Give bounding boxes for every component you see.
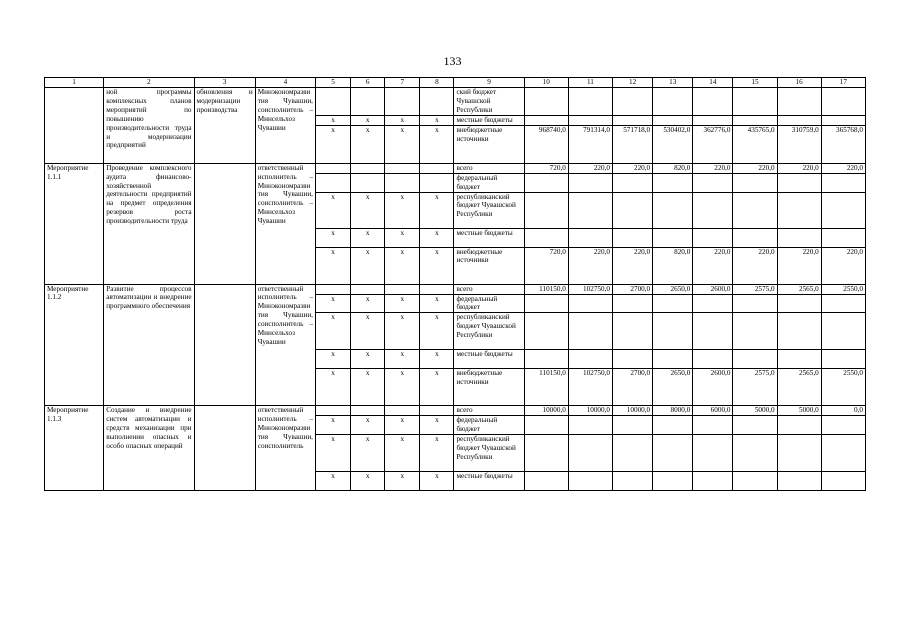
amount-cell: 310759,0 [777, 125, 821, 163]
column-header: 6 [351, 78, 385, 88]
amount-cell: 720,0 [524, 247, 568, 284]
code-cell: x [385, 313, 420, 350]
amount-cell: 2650,0 [653, 369, 693, 406]
code-cell: x [385, 247, 420, 284]
code-cell: x [420, 125, 454, 163]
amount-cell: 220,0 [693, 247, 733, 284]
amount-cell [821, 435, 865, 472]
amount-cell [733, 192, 777, 228]
amount-cell [653, 228, 693, 247]
code-cell: x [351, 350, 385, 369]
amount-cell: 2650,0 [653, 284, 693, 294]
funding-source-cell: внебюджетные источники [454, 247, 524, 284]
amount-cell [613, 350, 653, 369]
amount-cell [613, 313, 653, 350]
amount-cell: 2550,0 [821, 369, 865, 406]
code-cell: x [420, 115, 454, 125]
code-cell [420, 88, 454, 116]
amount-cell: 5000,0 [733, 406, 777, 416]
amount-cell: 791314,0 [568, 125, 612, 163]
code-cell: x [315, 228, 350, 247]
amount-cell: 2700,0 [613, 284, 653, 294]
amount-cell [821, 228, 865, 247]
column-header: 13 [653, 78, 693, 88]
funding-source-cell: республиканский бюджет Чувашской Республики [454, 192, 524, 228]
code-cell: x [420, 435, 454, 472]
amount-cell [568, 313, 612, 350]
amount-cell: 2700,0 [613, 369, 653, 406]
activity-name-cell: Проведение комплексного аудита финансово-хозяйственной деятельности предприятий на предмет определения резервов роста производительности труда [104, 163, 194, 284]
code-cell: x [351, 416, 385, 435]
activity-number-cell: Мероприятие 1.1.2 [45, 284, 104, 406]
funding-source-cell: внебюджетные источники [454, 125, 524, 163]
code-cell [420, 284, 454, 294]
column-header: 9 [454, 78, 524, 88]
code-cell: x [385, 369, 420, 406]
amount-cell: 220,0 [733, 247, 777, 284]
amount-cell [653, 294, 693, 313]
code-cell [420, 406, 454, 416]
amount-cell [777, 173, 821, 192]
amount-cell [653, 435, 693, 472]
amount-cell [568, 173, 612, 192]
amount-cell [733, 228, 777, 247]
amount-cell [693, 173, 733, 192]
amount-cell [821, 472, 865, 491]
column-header: 16 [777, 78, 821, 88]
code-cell [420, 163, 454, 173]
funding-source-cell: всего [454, 284, 524, 294]
amount-cell [524, 173, 568, 192]
table-row [45, 88, 866, 116]
amount-cell [733, 435, 777, 472]
amount-cell: 220,0 [568, 163, 612, 173]
amount-cell [568, 350, 612, 369]
code-cell [351, 284, 385, 294]
table-row [45, 284, 866, 294]
amount-cell [693, 228, 733, 247]
funding-source-cell: местные бюджеты [454, 350, 524, 369]
column-header: 5 [315, 78, 350, 88]
amount-cell: 0,0 [821, 406, 865, 416]
amount-cell [733, 173, 777, 192]
activity-goal-cell: обновления и модернизации производства [194, 88, 255, 164]
amount-cell [568, 228, 612, 247]
column-header: 2 [104, 78, 194, 88]
code-cell: x [385, 435, 420, 472]
amount-cell: 5000,0 [777, 406, 821, 416]
amount-cell: 435765,0 [733, 125, 777, 163]
code-cell [385, 163, 420, 173]
amount-cell [821, 173, 865, 192]
amount-cell [653, 313, 693, 350]
amount-cell [613, 173, 653, 192]
amount-cell [524, 294, 568, 313]
budget-table [44, 77, 866, 491]
amount-cell: 2565,0 [777, 369, 821, 406]
amount-cell [524, 350, 568, 369]
amount-cell [821, 294, 865, 313]
code-cell: x [315, 350, 350, 369]
amount-cell [653, 350, 693, 369]
code-cell [385, 284, 420, 294]
amount-cell [777, 435, 821, 472]
amount-cell [524, 313, 568, 350]
amount-cell [693, 313, 733, 350]
code-cell: x [385, 125, 420, 163]
amount-cell: 820,0 [653, 247, 693, 284]
activity-number-cell [45, 88, 104, 164]
activity-number-cell: Мероприятие 1.1.3 [45, 406, 104, 491]
amount-cell: 2600,0 [693, 284, 733, 294]
code-cell: x [351, 247, 385, 284]
amount-cell [733, 313, 777, 350]
activity-1-1-3-block [45, 406, 866, 491]
continuation-block [45, 88, 866, 164]
column-header: 4 [255, 78, 315, 88]
amount-cell: 2600,0 [693, 369, 733, 406]
activity-number-cell: Мероприятие 1.1.1 [45, 163, 104, 284]
code-cell: x [385, 228, 420, 247]
activity-name-cell: Развитие процессов автоматизации и внедрение программного обеспечения [104, 284, 194, 406]
responsible-cell: ответственный исполнитель – Минэкономразвития Чувашии, соисполнитель [255, 406, 315, 491]
column-header: 12 [613, 78, 653, 88]
page-number: 133 [443, 54, 462, 68]
code-cell: x [420, 416, 454, 435]
amount-cell: 102750,0 [568, 284, 612, 294]
code-cell [351, 173, 385, 192]
code-cell: x [315, 369, 350, 406]
amount-cell: 720,0 [524, 163, 568, 173]
column-header: 7 [385, 78, 420, 88]
responsible-cell: ответственный исполнитель – Минэкономразвития Чувашии, соисполнитель – Минсельхоз Чувашии [255, 163, 315, 284]
funding-source-cell: федеральный бюджет [454, 173, 524, 192]
amount-cell [524, 472, 568, 491]
amount-cell [733, 350, 777, 369]
amount-cell: 220,0 [693, 163, 733, 173]
code-cell: x [420, 294, 454, 313]
code-cell: x [351, 313, 385, 350]
amount-cell [821, 313, 865, 350]
code-cell: x [420, 350, 454, 369]
column-header: 11 [568, 78, 612, 88]
column-header: 8 [420, 78, 454, 88]
code-cell [420, 173, 454, 192]
code-cell [315, 406, 350, 416]
amount-cell [777, 416, 821, 435]
code-cell: x [315, 115, 350, 125]
activity-goal-cell [194, 406, 255, 491]
amount-cell [733, 294, 777, 313]
funding-source-cell: республиканский бюджет Чувашской Республики [454, 435, 524, 472]
code-cell: x [351, 294, 385, 313]
amount-cell [568, 294, 612, 313]
amount-cell: 362776,0 [693, 125, 733, 163]
amount-cell [777, 294, 821, 313]
column-header: 10 [524, 78, 568, 88]
amount-cell: 10000,0 [524, 406, 568, 416]
table-row [45, 163, 866, 173]
amount-cell: 2550,0 [821, 284, 865, 294]
amount-cell: 102750,0 [568, 369, 612, 406]
amount-cell [568, 416, 612, 435]
column-number-row [45, 78, 866, 88]
amount-cell [568, 435, 612, 472]
activity-goal-cell [194, 284, 255, 406]
amount-cell [777, 192, 821, 228]
code-cell [351, 406, 385, 416]
amount-cell [777, 350, 821, 369]
amount-cell: 220,0 [777, 163, 821, 173]
amount-cell [693, 294, 733, 313]
funding-source-cell: всего [454, 406, 524, 416]
code-cell: x [420, 369, 454, 406]
activity-goal-cell [194, 163, 255, 284]
code-cell: x [351, 472, 385, 491]
column-header: 17 [821, 78, 865, 88]
code-cell [351, 88, 385, 116]
funding-source-cell: всего [454, 163, 524, 173]
amount-cell: 365768,0 [821, 125, 865, 163]
amount-cell [568, 192, 612, 228]
amount-cell [653, 472, 693, 491]
amount-cell [777, 313, 821, 350]
amount-cell: 220,0 [821, 247, 865, 284]
funding-source-cell: местные бюджеты [454, 472, 524, 491]
code-cell: x [385, 294, 420, 313]
amount-cell [693, 472, 733, 491]
code-cell: x [420, 472, 454, 491]
code-cell: x [315, 192, 350, 228]
code-cell [315, 88, 350, 116]
code-cell: x [351, 125, 385, 163]
amount-cell [653, 416, 693, 435]
amount-cell [733, 472, 777, 491]
code-cell: x [315, 313, 350, 350]
code-cell: x [385, 350, 420, 369]
amount-cell [693, 192, 733, 228]
amount-cell [821, 416, 865, 435]
amount-cell: 10000,0 [568, 406, 612, 416]
amount-cell: 820,0 [653, 163, 693, 173]
amount-cell: 968740,0 [524, 125, 568, 163]
amount-cell [613, 435, 653, 472]
amount-cell [693, 350, 733, 369]
code-cell [385, 406, 420, 416]
amount-cell [653, 192, 693, 228]
amount-cell: 220,0 [568, 247, 612, 284]
code-cell: x [315, 472, 350, 491]
activity-1-1-2-block [45, 284, 866, 406]
amount-cell: 2575,0 [733, 369, 777, 406]
code-cell: x [351, 228, 385, 247]
amount-cell: 530402,0 [653, 125, 693, 163]
amount-cell [524, 192, 568, 228]
code-cell: x [351, 369, 385, 406]
code-cell [385, 88, 420, 116]
amount-cell: 220,0 [733, 163, 777, 173]
column-header: 14 [693, 78, 733, 88]
amount-cell [777, 472, 821, 491]
amount-cell [524, 435, 568, 472]
amount-cell [524, 416, 568, 435]
amount-cell: 10000,0 [613, 406, 653, 416]
column-header: 15 [733, 78, 777, 88]
amount-cell [733, 416, 777, 435]
code-cell: x [420, 228, 454, 247]
code-cell: x [351, 115, 385, 125]
code-cell: x [315, 416, 350, 435]
amount-cell: 571718,0 [613, 125, 653, 163]
activity-name-cell: Создание и внедрение систем автоматизации и средств механизации при выполнении опасных и особо опасных операций [104, 406, 194, 491]
amount-cell [693, 435, 733, 472]
amount-cell [821, 192, 865, 228]
amount-cell [693, 416, 733, 435]
code-cell [351, 163, 385, 173]
amount-cell [613, 192, 653, 228]
funding-source-cell: федеральный бюджет [454, 416, 524, 435]
amount-cell [568, 472, 612, 491]
amount-cell [653, 173, 693, 192]
amount-cell: 6000,0 [693, 406, 733, 416]
funding-source-cell: ский бюджет Чувашской Республики [454, 88, 524, 116]
code-cell [315, 163, 350, 173]
funding-source-cell: местные бюджеты [454, 228, 524, 247]
amount-cell: 110150,0 [524, 369, 568, 406]
amount-cell: 220,0 [777, 247, 821, 284]
code-cell: x [385, 192, 420, 228]
amount-cell [613, 228, 653, 247]
code-cell: x [420, 313, 454, 350]
code-cell [385, 173, 420, 192]
amount-cell: 110150,0 [524, 284, 568, 294]
code-cell: x [420, 192, 454, 228]
amount-cell [777, 228, 821, 247]
responsible-cell: ответственный исполнитель – Минэкономразвития Чувашии, соисполнитель – Минсельхоз Чувашии [255, 284, 315, 406]
activity-name-cell: ной программы комплексных планов мероприятий по повышению производительности труда и модернизации предприятий [104, 88, 194, 164]
code-cell: x [315, 125, 350, 163]
code-cell: x [351, 192, 385, 228]
funding-source-cell: местные бюджеты [454, 115, 524, 125]
code-cell [315, 173, 350, 192]
code-cell: x [315, 247, 350, 284]
code-cell [315, 284, 350, 294]
activity-1-1-1-block [45, 163, 866, 284]
funding-source-cell: республиканский бюджет Чувашской Республики [454, 313, 524, 350]
responsible-cell: Минэкономразвития Чувашии, соисполнитель – Минсельхоз Чувашии [255, 88, 315, 164]
amount-cell: 2565,0 [777, 284, 821, 294]
column-header: 3 [194, 78, 255, 88]
code-cell: x [385, 472, 420, 491]
code-cell: x [351, 435, 385, 472]
amount-cell [821, 350, 865, 369]
funding-source-cell: федеральный бюджет [454, 294, 524, 313]
amount-cell [613, 416, 653, 435]
amount-cell: 220,0 [821, 163, 865, 173]
code-cell: x [420, 247, 454, 284]
column-header: 1 [45, 78, 104, 88]
code-cell: x [315, 435, 350, 472]
amount-cell: 8000,0 [653, 406, 693, 416]
amount-cell: 220,0 [613, 163, 653, 173]
amount-cell [613, 472, 653, 491]
amount-cell [613, 294, 653, 313]
code-cell: x [385, 115, 420, 125]
amount-cell [524, 228, 568, 247]
amount-cell: 2575,0 [733, 284, 777, 294]
code-cell: x [315, 294, 350, 313]
table-row [45, 406, 866, 416]
amount-cell: 220,0 [613, 247, 653, 284]
funding-source-cell: внебюджетные источники [454, 369, 524, 406]
code-cell: x [385, 416, 420, 435]
